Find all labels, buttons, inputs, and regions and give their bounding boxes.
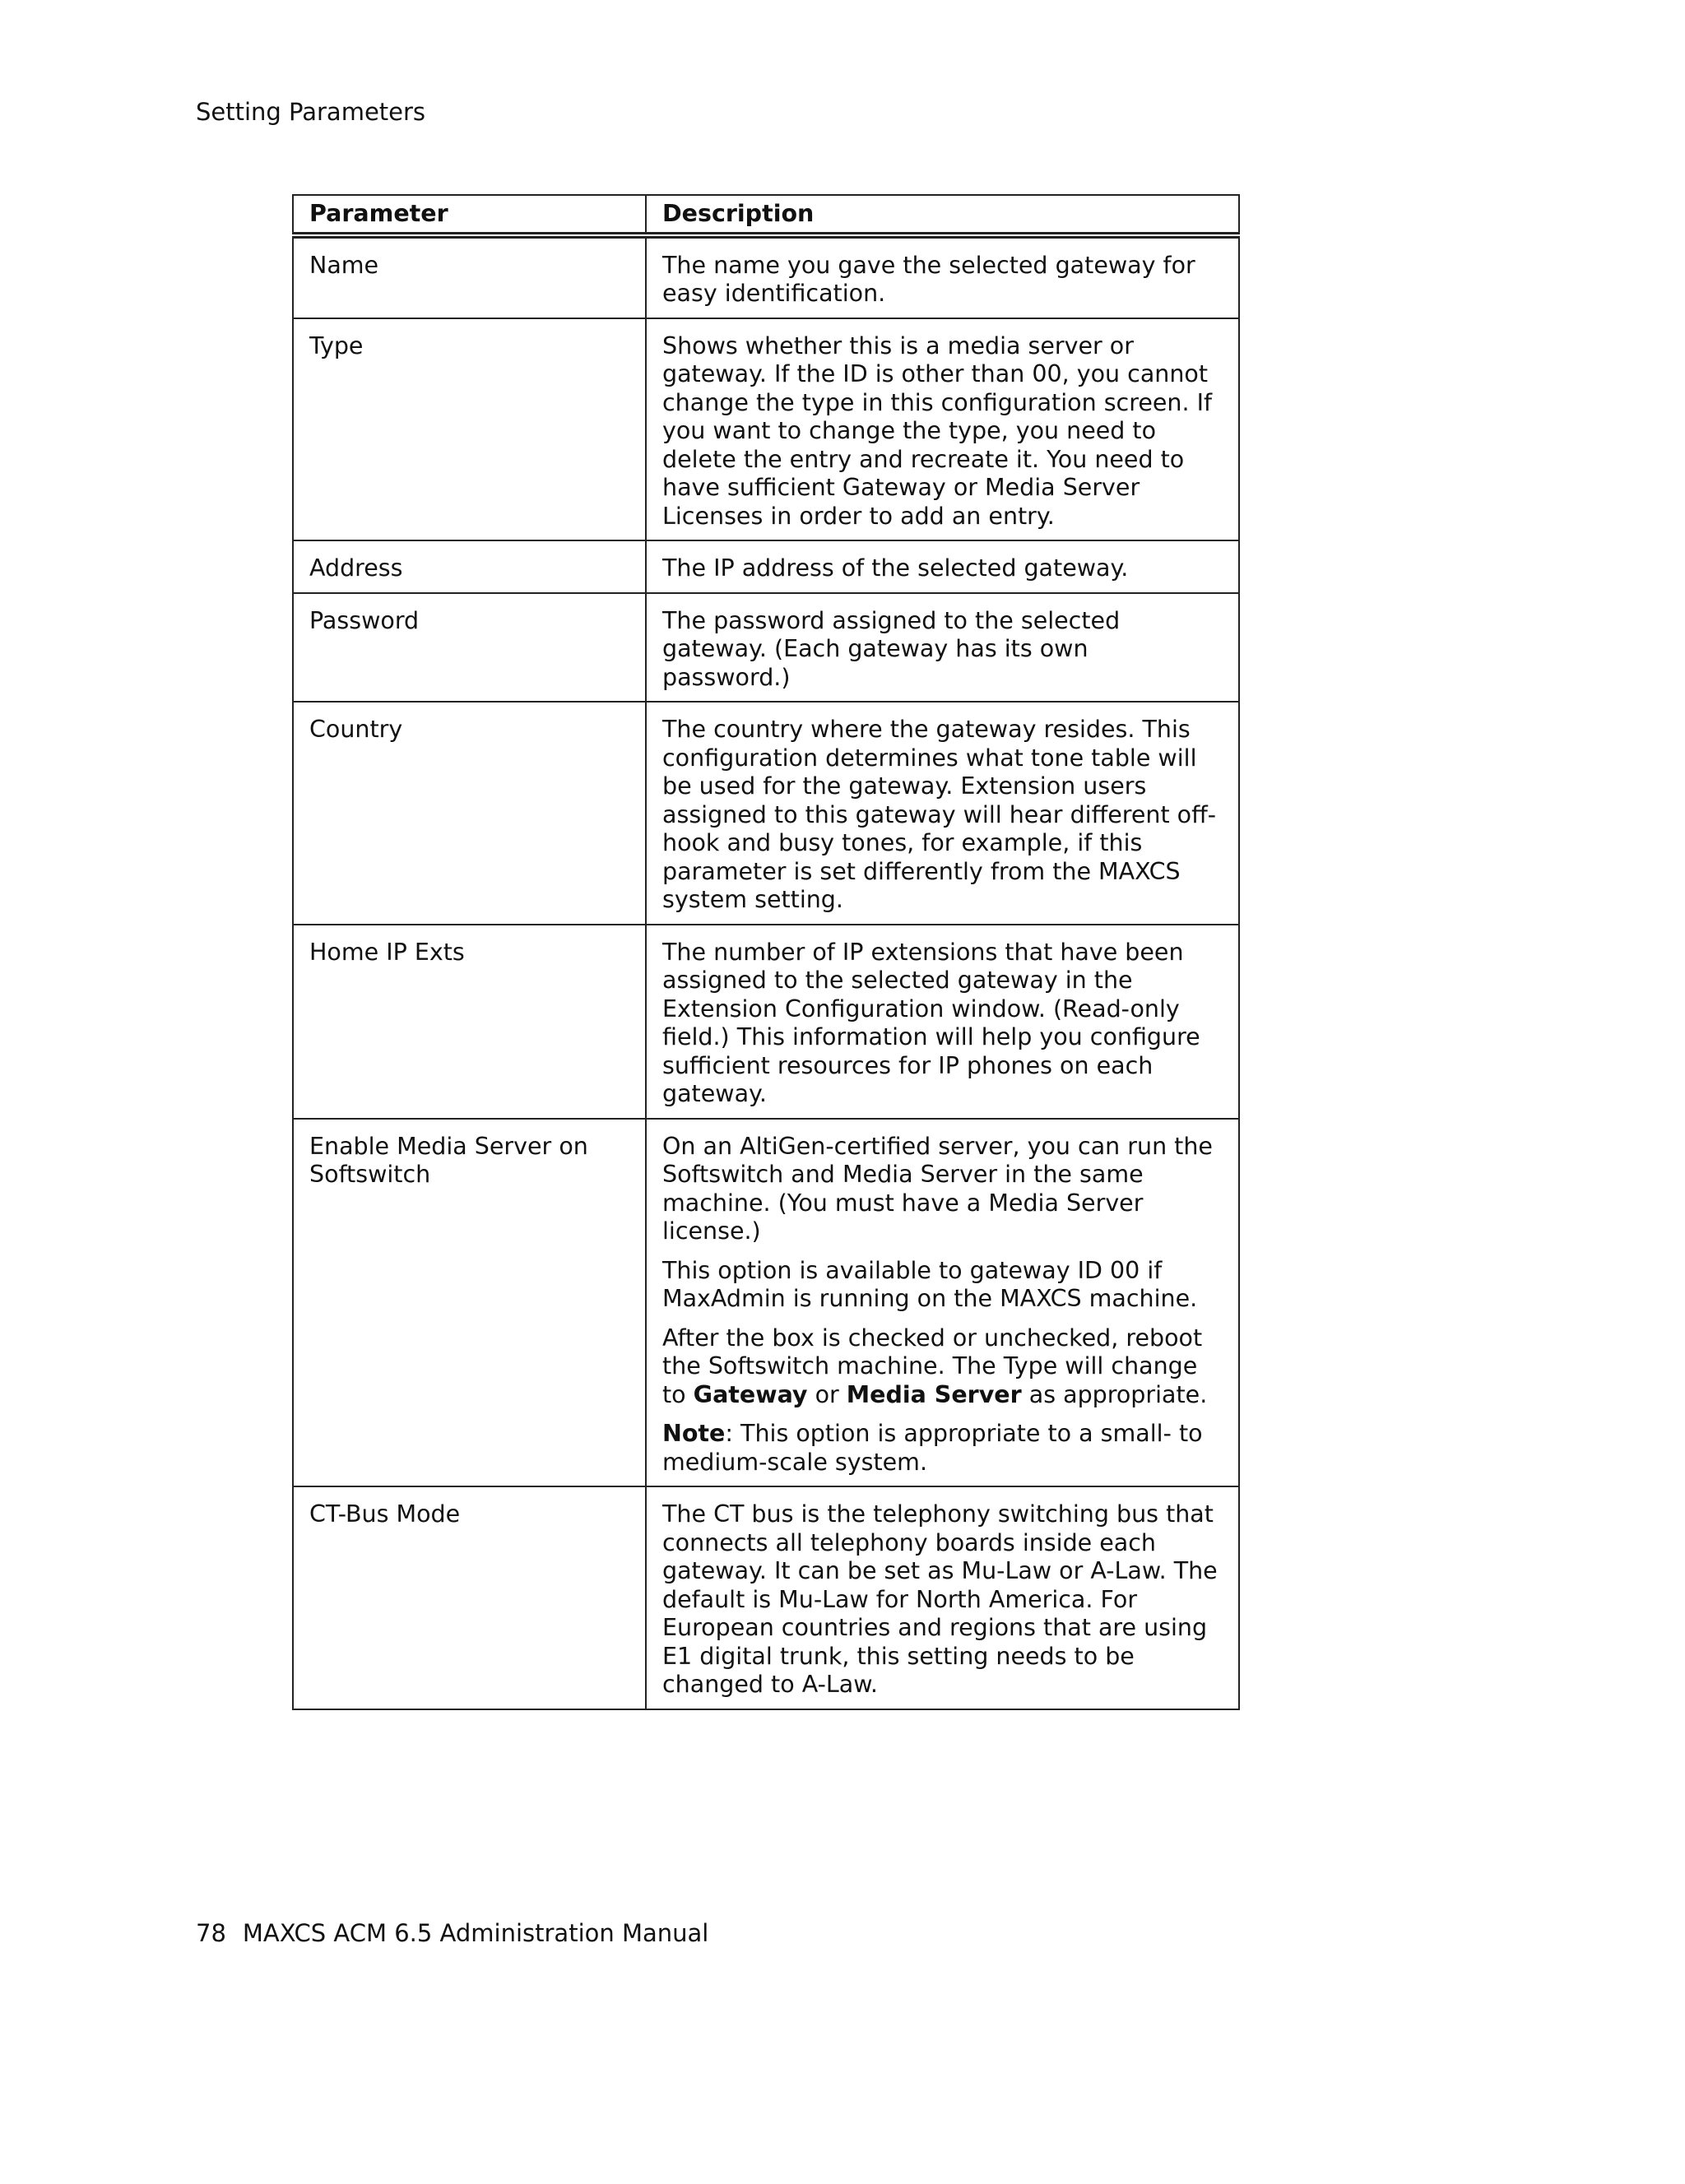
description-cell bbox=[646, 318, 1239, 541]
description-paragraph: The password assigned to the selected gateway. (Each gateway has its own password.) bbox=[662, 606, 1121, 691]
table-row bbox=[293, 1486, 1239, 1709]
description-cell bbox=[646, 1486, 1239, 1709]
description-paragraph: After the box is checked or unchecked, reboot the Softswitch machine. The Type will change to Gateway or Media Server as appropriate. bbox=[662, 1324, 1208, 1408]
parameter-cell: Password bbox=[293, 593, 646, 702]
description-paragraph: This option is available to gateway ID 00 if MaxAdmin is running on the MAXCS machine. bbox=[662, 1256, 1198, 1312]
table-row bbox=[293, 318, 1239, 541]
description-cell bbox=[646, 702, 1239, 925]
table-row bbox=[293, 925, 1239, 1119]
parameter-table bbox=[292, 194, 1240, 1710]
description-paragraph: Note: This option is appropriate to a small- to medium-scale system. bbox=[662, 1420, 1203, 1476]
running-footer bbox=[196, 1917, 708, 1950]
column-header-parameter: Parameter bbox=[293, 195, 646, 235]
parameter-cell: Enable Media Server on Softswitch bbox=[293, 1119, 646, 1487]
description-paragraph: The IP address of the selected gateway. bbox=[662, 554, 1129, 582]
description-cell bbox=[646, 925, 1239, 1119]
table-row bbox=[293, 702, 1239, 925]
parameter-cell: Country bbox=[293, 702, 646, 925]
running-header: Setting Parameters bbox=[196, 98, 426, 126]
description-cell bbox=[646, 1119, 1239, 1487]
description-cell bbox=[646, 540, 1239, 593]
description-paragraph: The CT bus is the telephony switching bus that connects all telephony boards inside each gateway. It can be set as Mu-Law or A-Law. The default is Mu-Law for North America. For European countries and regions that are using E1 digital trunk, this setting needs to be changed to A-Law. bbox=[662, 1500, 1218, 1698]
description-paragraph: The country where the gateway resides. This configuration determines what tone table will be used for the gateway. Extension users assigned to this gateway will hear different off-hook and busy tones, for example, if this parameter is set differently from the MAXCS system setting. bbox=[662, 716, 1217, 913]
parameter-cell: Address bbox=[293, 540, 646, 593]
table-row bbox=[293, 235, 1239, 318]
description-cell bbox=[646, 593, 1239, 702]
description-cell bbox=[646, 235, 1239, 318]
parameter-cell: Name bbox=[293, 235, 646, 318]
description-paragraph: The name you gave the selected gateway for easy identification. bbox=[662, 251, 1195, 307]
manual-title: MAXCS ACM 6.5 Administration Manual bbox=[242, 1919, 709, 1947]
description-paragraph: Shows whether this is a media server or gateway. If the ID is other than 00, you cannot change the type in this configuration screen. If you want to change the type, you need to delete the entry and recreate it. You need to have sufficient Gateway or Media Server Licenses in order to add an entry. bbox=[662, 332, 1213, 530]
table-header-row bbox=[293, 195, 1239, 235]
column-header-description: Description bbox=[646, 195, 1239, 235]
description-paragraph: On an AltiGen-certified server, you can run the Softswitch and Media Server in the same machine. (You must have a Media Server license.) bbox=[662, 1132, 1213, 1245]
parameter-cell: Home IP Exts bbox=[293, 925, 646, 1119]
parameter-cell: CT-Bus Mode bbox=[293, 1486, 646, 1709]
table-row bbox=[293, 540, 1239, 593]
table-row bbox=[293, 1119, 1239, 1487]
table-row bbox=[293, 593, 1239, 702]
parameter-cell: Type bbox=[293, 318, 646, 541]
table-body bbox=[293, 235, 1239, 1709]
description-paragraph: The number of IP extensions that have been assigned to the selected gateway in the Extension Configuration window. (Read-only field.) This information will help you configure sufficient resources for IP phones on each gateway. bbox=[662, 938, 1200, 1107]
page-number: 78 bbox=[196, 1919, 226, 1947]
